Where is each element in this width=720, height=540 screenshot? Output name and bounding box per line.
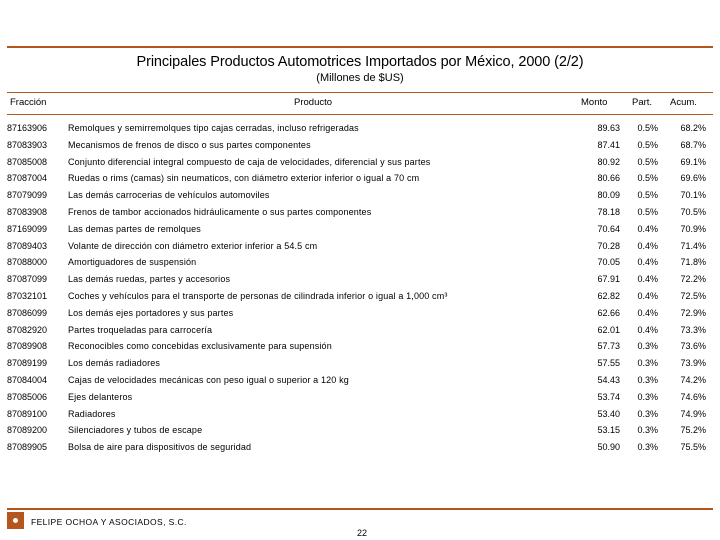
- cell-fraccion: 87089403: [7, 240, 48, 251]
- table-row: [0, 156, 720, 173]
- header-part: Part.: [632, 97, 653, 108]
- table-row: [0, 172, 720, 189]
- cell-part: 0.3%: [637, 408, 658, 419]
- cell-producto: Las demás carrocerias de vehículos automoviles: [68, 190, 270, 201]
- cell-producto: Conjunto diferencial integral compuesto de caja de velocidades, diferencial y sus partes: [68, 156, 431, 167]
- table-row: [0, 391, 720, 408]
- cell-part: 0.3%: [637, 341, 658, 352]
- cell-acum: 74.9%: [680, 408, 706, 419]
- cell-part: 0.5%: [637, 190, 658, 201]
- cell-acum: 69.1%: [680, 156, 706, 167]
- cell-monto: 70.05: [597, 257, 620, 268]
- cell-acum: 72.2%: [680, 274, 706, 285]
- cell-part: 0.5%: [637, 156, 658, 167]
- page-title: Principales Productos Automotrices Importados por México, 2000 (2/2): [136, 54, 584, 70]
- cell-part: 0.4%: [637, 257, 658, 268]
- cell-part: 0.5%: [637, 139, 658, 150]
- cell-producto: Frenos de tambor accionados hidráulicamente o sus partes componentes: [68, 207, 372, 217]
- cell-producto: Bolsa de aire para dispositivos de seguridad: [68, 442, 252, 453]
- cell-producto: Las demas partes de remolques: [68, 223, 201, 234]
- cell-acum: 74.2%: [680, 375, 706, 385]
- table-row: [0, 424, 720, 441]
- table-row: [0, 408, 720, 425]
- table-row: [0, 206, 720, 223]
- cell-acum: 73.9%: [680, 358, 706, 369]
- cell-monto: 89.63: [597, 123, 620, 133]
- logo-dot: [12, 517, 19, 524]
- cell-producto: Ejes delanteros: [68, 391, 133, 402]
- cell-part: 0.4%: [637, 291, 658, 301]
- cell-fraccion: 87085008: [7, 156, 48, 167]
- table-row: [0, 256, 720, 273]
- table-row: [0, 374, 720, 391]
- cell-fraccion: 87083908: [7, 207, 48, 217]
- header-top-rule: [7, 92, 713, 93]
- table-row: [0, 122, 720, 139]
- cell-fraccion: 87084004: [7, 375, 48, 385]
- cell-fraccion: 87169099: [7, 223, 48, 234]
- table-row: [0, 441, 720, 458]
- cell-part: 0.4%: [637, 240, 658, 251]
- cell-producto: Las demás ruedas, partes y accesorios: [68, 274, 231, 285]
- table-row: [0, 290, 720, 307]
- cell-producto: Remolques y semirremolques tipo cajas cerradas, incluso refrigeradas: [68, 123, 359, 133]
- cell-fraccion: 87089199: [7, 358, 48, 369]
- footer-rule: [7, 508, 713, 510]
- cell-acum: 68.2%: [680, 123, 706, 133]
- cell-monto: 70.28: [597, 240, 620, 251]
- cell-producto: Ruedas o rims (camas) sin neumaticos, con diámetro exterior inferior o igual a 70 cm: [68, 173, 420, 184]
- cell-part: 0.4%: [637, 307, 658, 318]
- header-bottom-rule: [7, 114, 713, 115]
- cell-acum: 68.7%: [680, 139, 706, 150]
- cell-fraccion: 87089200: [7, 425, 48, 436]
- cell-monto: 53.74: [597, 391, 620, 402]
- cell-part: 0.4%: [637, 223, 658, 234]
- cell-acum: 73.3%: [680, 324, 706, 335]
- cell-monto: 78.18: [597, 207, 620, 217]
- header-monto: Monto: [581, 97, 608, 108]
- cell-monto: 62.82: [597, 291, 620, 301]
- cell-acum: 75.2%: [680, 425, 706, 436]
- cell-fraccion: 87089908: [7, 341, 48, 352]
- cell-producto: Partes troqueladas para carrocería: [68, 324, 213, 335]
- table-row: [0, 139, 720, 156]
- cell-monto: 87.41: [597, 139, 620, 150]
- top-rule: [7, 46, 713, 48]
- cell-producto: Mecanismos de frenos de disco o sus partes componentes: [68, 139, 311, 150]
- cell-part: 0.4%: [637, 324, 658, 335]
- table-row: [0, 189, 720, 206]
- header-producto: Producto: [294, 97, 333, 108]
- cell-monto: 57.55: [597, 358, 620, 369]
- cell-fraccion: 87086099: [7, 307, 48, 318]
- table-row: [0, 357, 720, 374]
- cell-monto: 80.66: [597, 173, 620, 184]
- page-number: 22: [356, 528, 367, 538]
- cell-fraccion: 87032101: [7, 291, 48, 301]
- cell-monto: 53.40: [597, 408, 620, 419]
- cell-fraccion: 87085006: [7, 391, 48, 402]
- header-fraccion: Fracción: [10, 97, 47, 108]
- cell-part: 0.4%: [637, 274, 658, 285]
- table-row: [0, 223, 720, 240]
- cell-fraccion: 87088000: [7, 257, 48, 268]
- cell-monto: 62.01: [597, 324, 620, 335]
- cell-monto: 80.92: [597, 156, 620, 167]
- cell-part: 0.3%: [637, 375, 658, 385]
- table-row: [0, 340, 720, 357]
- cell-part: 0.3%: [637, 391, 658, 402]
- page-subtitle: (Millones de $US): [316, 72, 404, 84]
- cell-monto: 50.90: [597, 442, 620, 453]
- cell-monto: 54.43: [597, 375, 620, 385]
- cell-fraccion: 87079099: [7, 190, 48, 201]
- cell-monto: 67.91: [597, 274, 620, 285]
- cell-part: 0.3%: [637, 358, 658, 369]
- cell-acum: 75.5%: [680, 442, 706, 453]
- company-name: FELIPE OCHOA Y ASOCIADOS, S.C.: [31, 517, 187, 527]
- table-row: [0, 307, 720, 324]
- cell-monto: 62.66: [597, 307, 620, 318]
- cell-monto: 80.09: [597, 190, 620, 201]
- cell-producto: Radiadores: [68, 408, 116, 419]
- cell-acum: 72.5%: [680, 291, 706, 301]
- cell-fraccion: 87163906: [7, 123, 48, 133]
- cell-fraccion: 87087099: [7, 274, 48, 285]
- cell-fraccion: 87082920: [7, 324, 48, 335]
- cell-producto: Cajas de velocidades mecánicas con peso igual o superior a 120 kg: [68, 375, 349, 385]
- cell-part: 0.5%: [637, 123, 658, 133]
- cell-acum: 69.6%: [680, 173, 706, 184]
- header-acum: Acum.: [670, 97, 697, 108]
- cell-acum: 71.8%: [680, 257, 706, 268]
- cell-monto: 53.15: [597, 425, 620, 436]
- cell-part: 0.3%: [637, 425, 658, 436]
- cell-producto: Los demás radiadores: [68, 358, 161, 369]
- cell-fraccion: 87087004: [7, 173, 48, 184]
- cell-acum: 72.9%: [680, 307, 706, 318]
- cell-part: 0.3%: [637, 442, 658, 453]
- cell-acum: 73.6%: [680, 341, 706, 352]
- cell-producto: Volante de dirección con diámetro exterior inferior a 54.5 cm: [68, 240, 318, 251]
- cell-acum: 70.1%: [680, 190, 706, 201]
- cell-acum: 70.5%: [680, 207, 706, 217]
- table-row: [0, 273, 720, 290]
- cell-part: 0.5%: [637, 173, 658, 184]
- cell-fraccion: 87089905: [7, 442, 48, 453]
- cell-producto: Reconocibles como concebidas exclusivamente para supensión: [68, 341, 332, 352]
- cell-fraccion: 87083903: [7, 139, 48, 150]
- table-row: [0, 324, 720, 341]
- company-logo-icon: [7, 512, 24, 529]
- cell-fraccion: 87089100: [7, 408, 48, 419]
- cell-monto: 57.73: [597, 341, 620, 352]
- cell-producto: Coches y vehículos para el transporte de personas de cilindrada inferior o igual a 1,000 cm³: [68, 291, 448, 301]
- cell-producto: Los demás ejes portadores y sus partes: [68, 307, 234, 318]
- cell-monto: 70.64: [597, 223, 620, 234]
- cell-acum: 71.4%: [680, 240, 706, 251]
- cell-producto: Silenciadores y tubos de escape: [68, 425, 203, 436]
- cell-part: 0.5%: [637, 207, 658, 217]
- cell-acum: 74.6%: [680, 391, 706, 402]
- cell-acum: 70.9%: [680, 223, 706, 234]
- table-row: [0, 240, 720, 257]
- cell-producto: Amortiguadores de suspensión: [68, 257, 197, 268]
